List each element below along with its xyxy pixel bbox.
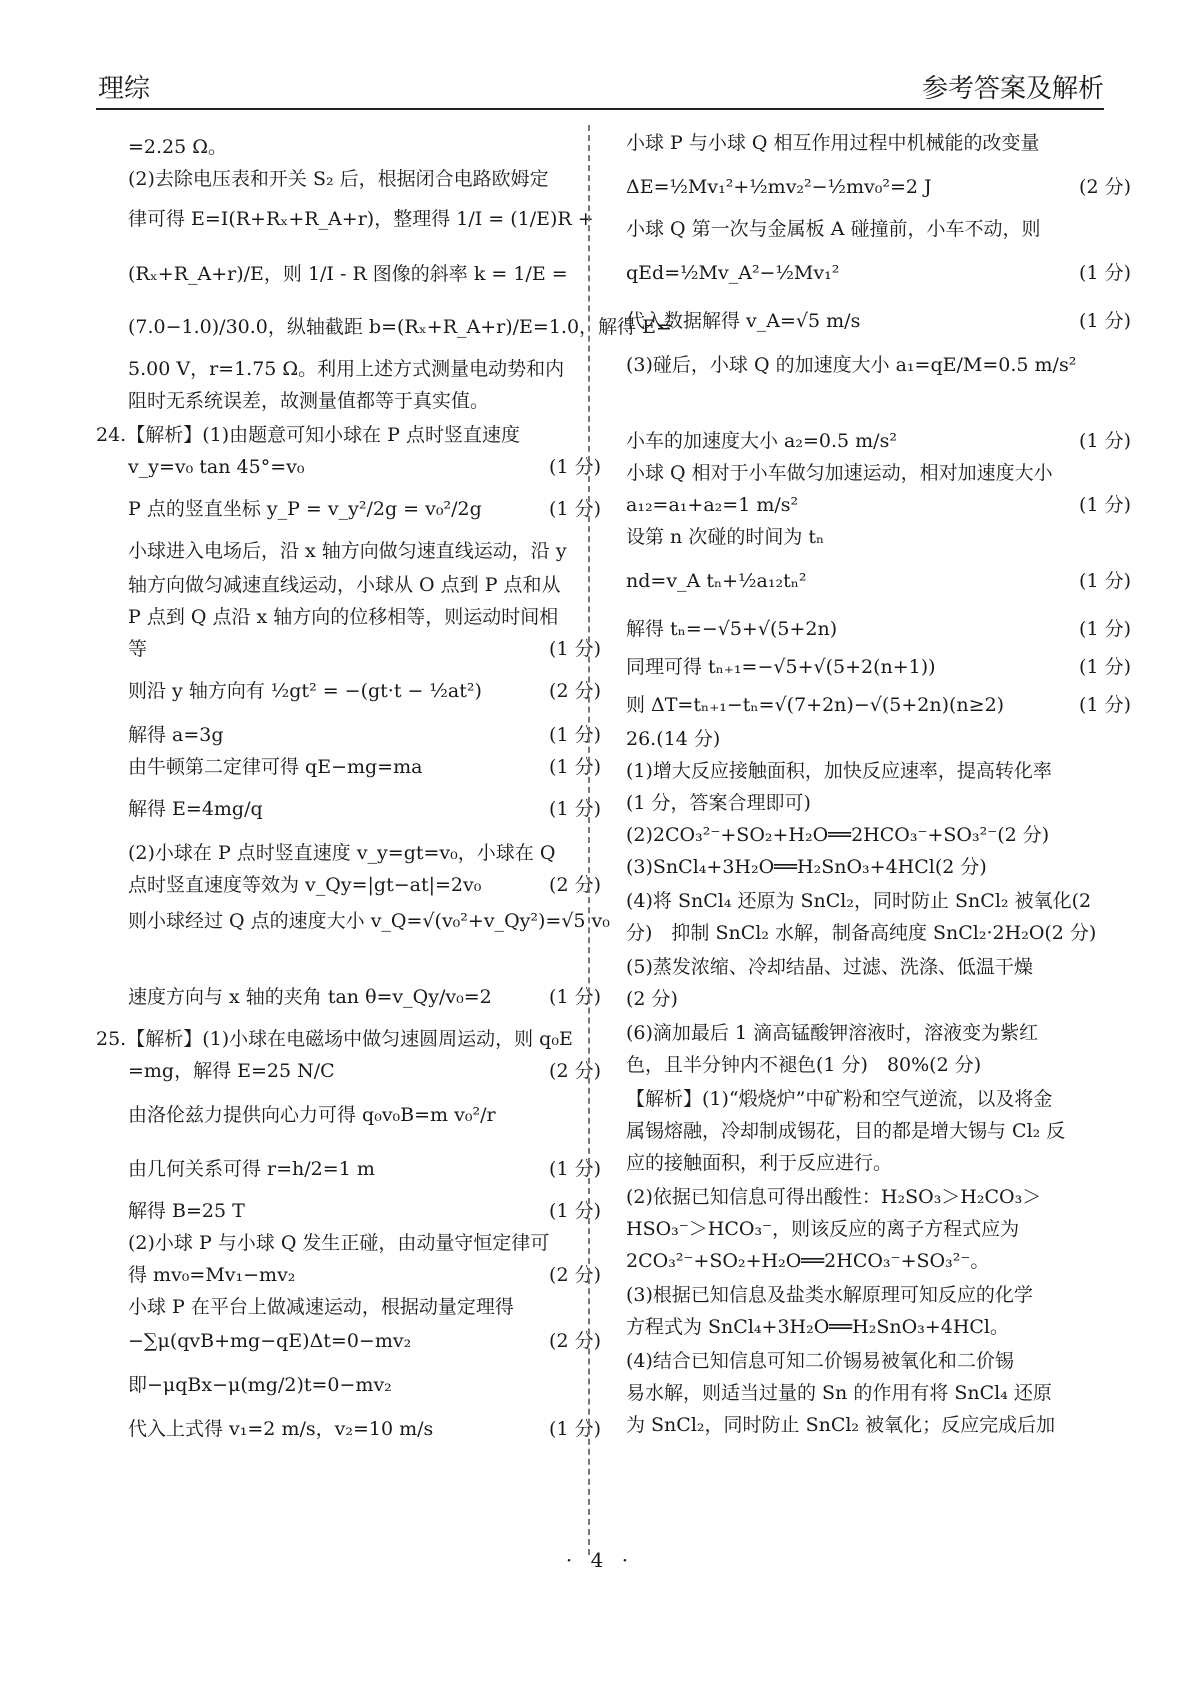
score-label: (1 分): [549, 798, 601, 820]
text-line: [626, 218, 1131, 241]
score-label: (1 分): [1079, 310, 1131, 332]
line-text: 小球 P 在平台上做减速运动，根据动量定理得: [128, 1296, 514, 1318]
text-line: [626, 922, 1131, 945]
line-text: 小球 P 与小球 Q 相互作用过程中机械能的改变量: [626, 132, 1040, 154]
line-text: 设第 n 次碰的时间为 tₙ: [626, 526, 825, 548]
line-text: (6)滴加最后 1 滴高锰酸钾溶液时，溶液变为紫红: [626, 1022, 1039, 1044]
line-text: =mg，解得 E=25 N/C: [128, 1060, 335, 1082]
line-text: (5)蒸发浓缩、冷却结晶、过滤、洗涤、低温干燥: [626, 956, 1033, 978]
line-text: (4)将 SnCl₄ 还原为 SnCl₂，同时防止 SnCl₂ 被氧化(2: [626, 890, 1092, 912]
text-line: [626, 824, 1131, 847]
text-line: [96, 1200, 601, 1223]
line-text: (7.0−1.0)/30.0，纵轴截距 b=(Rₓ+R_A+r)/E=1.0，解得 E=: [128, 316, 672, 338]
line-text: (2)去除电压表和开关 S₂ 后，根据闭合电路欧姆定: [128, 168, 549, 190]
text-line: [96, 1060, 601, 1083]
score-label: (1 分): [549, 1418, 601, 1440]
line-text: 分) 抑制 SnCl₂ 水解，制备高纯度 SnCl₂·2H₂O(2 分): [626, 922, 1097, 944]
text-line: [626, 1382, 1131, 1405]
text-line: [626, 1152, 1131, 1175]
text-line: [626, 1250, 1131, 1273]
line-text: 则小球经过 Q 点的速度大小 v_Q=√(v₀²+v_Qy²)=√5 v₀: [128, 910, 610, 932]
text-line: [96, 1264, 601, 1287]
text-line: [626, 176, 1131, 199]
line-text: (3)SnCl₄+3H₂O══H₂SnO₃+4HCl(2 分): [626, 856, 987, 878]
line-text: 阻时无系统误差，故测量值都等于真实值。: [128, 390, 490, 412]
text-line: [626, 988, 1131, 1011]
text-line: [626, 1218, 1131, 1241]
line-text: P 点到 Q 点沿 x 轴方向的位移相等，则运动时间相: [128, 606, 559, 628]
line-text: (3)碰后，小球 Q 的加速度大小 a₁=qE/M=0.5 m/s²: [626, 354, 1077, 376]
text-line: [96, 208, 601, 231]
line-text: 由牛顿第二定律可得 qE−mg=ma: [128, 756, 423, 778]
line-text: 方程式为 SnCl₄+3H₂O══H₂SnO₃+4HCl。: [626, 1316, 1009, 1338]
text-line: [96, 1330, 601, 1353]
line-text: (2)依据已知信息可得出酸性：H₂SO₃＞H₂CO₃＞: [626, 1186, 1042, 1208]
text-line: [96, 1028, 601, 1051]
line-text: (2 分): [626, 988, 678, 1010]
line-text: 解得 tₙ=−√5+√(5+2n): [626, 618, 838, 640]
line-text: 2CO₃²⁻+SO₂+H₂O══2HCO₃⁻+SO₃²⁻。: [626, 1250, 990, 1272]
line-text: 【解析】(1)“煅烧炉”中矿粉和空气逆流，以及将金: [626, 1088, 1053, 1110]
text-line: [96, 680, 601, 703]
text-line: [96, 1374, 601, 1397]
line-text: 易水解，则适当过量的 Sn 的作用有将 SnCl₄ 还原: [626, 1382, 1052, 1404]
line-text: ΔE=½Mv₁²+½mv₂²−½mv₀²=2 J: [626, 176, 932, 198]
line-text: 5.00 V，r=1.75 Ω。利用上述方式测量电动势和内: [128, 358, 565, 380]
score-label: (1 分): [549, 986, 601, 1008]
text-line: [96, 1232, 601, 1255]
text-line: [626, 656, 1131, 679]
line-text: (3)根据已知信息及盐类水解原理可知反应的化学: [626, 1284, 1033, 1306]
line-text: (2)2CO₃²⁻+SO₂+H₂O══2HCO₃⁻+SO₃²⁻(2 分): [626, 824, 1050, 846]
score-label: (2 分): [1079, 176, 1131, 198]
text-line: [96, 263, 601, 286]
line-text: (2)小球在 P 点时竖直速度 v_y=gt=v₀，小球在 Q: [128, 842, 556, 864]
score-label: (1 分): [549, 756, 601, 778]
text-line: [626, 526, 1131, 549]
line-text: 为 SnCl₂，同时防止 SnCl₂ 被氧化；反应完成后加: [626, 1414, 1056, 1436]
text-line: [626, 760, 1131, 783]
text-line: [96, 798, 601, 821]
text-line: [626, 1350, 1131, 1373]
score-label: (1 分): [1079, 618, 1131, 640]
text-line: [626, 1022, 1131, 1045]
line-text: v_y=v₀ tan 45°=v₀: [128, 456, 305, 478]
text-line: [96, 1158, 601, 1181]
text-line: [96, 358, 601, 381]
line-text: 属锡熔融，冷却制成锡花，目的都是增大锡与 Cl₂ 反: [626, 1120, 1066, 1142]
score-label: (1 分): [1079, 494, 1131, 516]
line-text: 应的接触面积，利于反应进行。: [626, 1152, 893, 1174]
score-label: (2 分): [549, 680, 601, 702]
text-line: [626, 430, 1131, 453]
score-label: (2 分): [549, 874, 601, 896]
text-line: [626, 856, 1131, 879]
text-line: [626, 1120, 1131, 1143]
line-text: HSO₃⁻＞HCO₃⁻，则该反应的离子方程式应为: [626, 1218, 1020, 1240]
line-text: 点时竖直速度等效为 v_Qy=|gt−at|=2v₀: [128, 874, 482, 896]
text-line: [96, 842, 601, 865]
line-text: 由几何关系可得 r=h/2=1 m: [128, 1158, 375, 1180]
text-line: [96, 316, 672, 339]
text-line: [626, 132, 1131, 155]
score-label: (1 分): [549, 1158, 601, 1180]
text-line: [96, 168, 601, 191]
line-text: nd=v_A tₙ+½a₁₂tₙ²: [626, 570, 807, 592]
line-text: 同理可得 tₙ₊₁=−√5+√(5+2(n+1)): [626, 656, 936, 678]
text-line: [626, 1088, 1131, 1111]
line-text: 即−μqBx−μ(mg/2)t=0−mv₂: [128, 1374, 392, 1396]
text-line: [626, 494, 1131, 517]
line-text: 代入上式得 v₁=2 m/s，v₂=10 m/s: [128, 1418, 434, 1440]
line-text: 律可得 E=I(R+Rₓ+R_A+r)，整理得 1/I = (1/E)R +: [128, 208, 594, 230]
line-text: (4)结合已知信息可知二价锡易被氧化和二价锡: [626, 1350, 1014, 1372]
score-label: (1 分): [549, 456, 601, 478]
line-text: 小球进入电场后，沿 x 轴方向做匀速直线运动，沿 y: [128, 540, 567, 562]
text-line: [96, 910, 610, 933]
line-text: 24.【解析】(1)由题意可知小球在 P 点时竖直速度: [96, 424, 520, 446]
line-text: a₁₂=a₁+a₂=1 m/s²: [626, 494, 799, 516]
score-label: (1 分): [1079, 570, 1131, 592]
header-title: 参考答案及解析: [921, 74, 1104, 104]
line-text: 小车的加速度大小 a₂=0.5 m/s²: [626, 430, 897, 452]
text-line: [96, 136, 601, 159]
line-text: 轴方向做匀减速直线运动，小球从 O 点到 P 点和从: [128, 574, 561, 596]
text-line: [96, 874, 601, 897]
page-number: · 4 ·: [565, 1548, 635, 1572]
text-line: [626, 354, 1131, 377]
score-label: (1 分): [1079, 694, 1131, 716]
line-text: (1 分，答案合理即可): [626, 792, 811, 814]
score-label: (1 分): [549, 498, 601, 520]
text-line: [626, 728, 1131, 751]
text-line: [626, 1284, 1131, 1307]
score-label: (1 分): [1079, 262, 1131, 284]
line-text: 等: [128, 638, 148, 660]
text-line: [626, 956, 1131, 979]
line-text: P 点的竖直坐标 y_P = v_y²/2g = v₀²/2g: [128, 498, 482, 520]
text-line: [626, 890, 1131, 913]
score-label: (1 分): [549, 638, 601, 660]
line-text: 速度方向与 x 轴的夹角 tan θ=v_Qy/v₀=2: [128, 986, 492, 1008]
text-line: [626, 792, 1131, 815]
header-subject: 理综: [98, 74, 151, 104]
line-text: 得 mv₀=Mv₁−mv₂: [128, 1264, 296, 1286]
column-divider: [588, 125, 590, 1555]
text-line: [626, 462, 1131, 485]
line-text: (1)增大反应接触面积，加快反应速率，提高转化率: [626, 760, 1052, 782]
text-line: [626, 1186, 1131, 1209]
text-line: [96, 1104, 601, 1127]
line-text: 色，且半分钟内不褪色(1 分) 80%(2 分): [626, 1054, 982, 1076]
text-line: [96, 424, 601, 447]
score-label: (2 分): [549, 1060, 601, 1082]
score-label: (1 分): [1079, 430, 1131, 452]
line-text: 25.【解析】(1)小球在电磁场中做匀速圆周运动，则 q₀E: [96, 1028, 573, 1050]
line-text: 则沿 y 轴方向有 ½gt² = −(gt·t − ½at²): [128, 680, 482, 702]
text-line: [96, 606, 601, 629]
text-line: [96, 638, 601, 661]
text-line: [96, 456, 601, 479]
line-text: 则 ΔT=tₙ₊₁−tₙ=√(7+2n)−√(5+2n)(n≥2): [626, 694, 1005, 716]
score-label: (2 分): [549, 1330, 601, 1352]
line-text: −∑μ(qvB+mg−qE)Δt=0−mv₂: [128, 1330, 412, 1352]
text-line: [96, 1296, 601, 1319]
line-text: (Rₓ+R_A+r)/E，则 1/I - R 图像的斜率 k = 1/E =: [128, 263, 568, 285]
text-line: [626, 694, 1131, 717]
text-line: [626, 570, 1131, 593]
text-line: [626, 1316, 1131, 1339]
line-text: 26.(14 分): [626, 728, 721, 750]
line-text: 解得 E=4mg/q: [128, 798, 263, 820]
text-line: [96, 390, 601, 413]
line-text: =2.25 Ω。: [128, 136, 228, 158]
text-line: [96, 724, 601, 747]
line-text: 解得 B=25 T: [128, 1200, 245, 1222]
text-line: [96, 540, 601, 563]
header-rule: [96, 108, 1104, 110]
score-label: (2 分): [549, 1264, 601, 1286]
score-label: (1 分): [549, 1200, 601, 1222]
line-text: qEd=½Mv_A²−½Mv₁²: [626, 262, 840, 284]
text-line: [96, 1418, 601, 1441]
text-line: [96, 574, 601, 597]
line-text: 小球 Q 第一次与金属板 A 碰撞前，小车不动，则: [626, 218, 1041, 240]
text-line: [96, 498, 601, 521]
text-line: [626, 310, 1131, 333]
line-text: 代入数据解得 v_A=√5 m/s: [626, 310, 861, 332]
text-line: [626, 1414, 1131, 1437]
line-text: 小球 Q 相对于小车做匀加速运动，相对加速度大小: [626, 462, 1053, 484]
score-label: (1 分): [549, 724, 601, 746]
text-line: [626, 1054, 1131, 1077]
line-text: 解得 a=3g: [128, 724, 224, 746]
text-line: [626, 262, 1131, 285]
line-text: 由洛伦兹力提供向心力可得 q₀v₀B=m v₀²/r: [128, 1104, 496, 1126]
score-label: (1 分): [1079, 656, 1131, 678]
text-line: [96, 986, 601, 1009]
text-line: [626, 618, 1131, 641]
text-line: [96, 756, 601, 779]
line-text: (2)小球 P 与小球 Q 发生正碰，由动量守恒定律可: [128, 1232, 550, 1254]
